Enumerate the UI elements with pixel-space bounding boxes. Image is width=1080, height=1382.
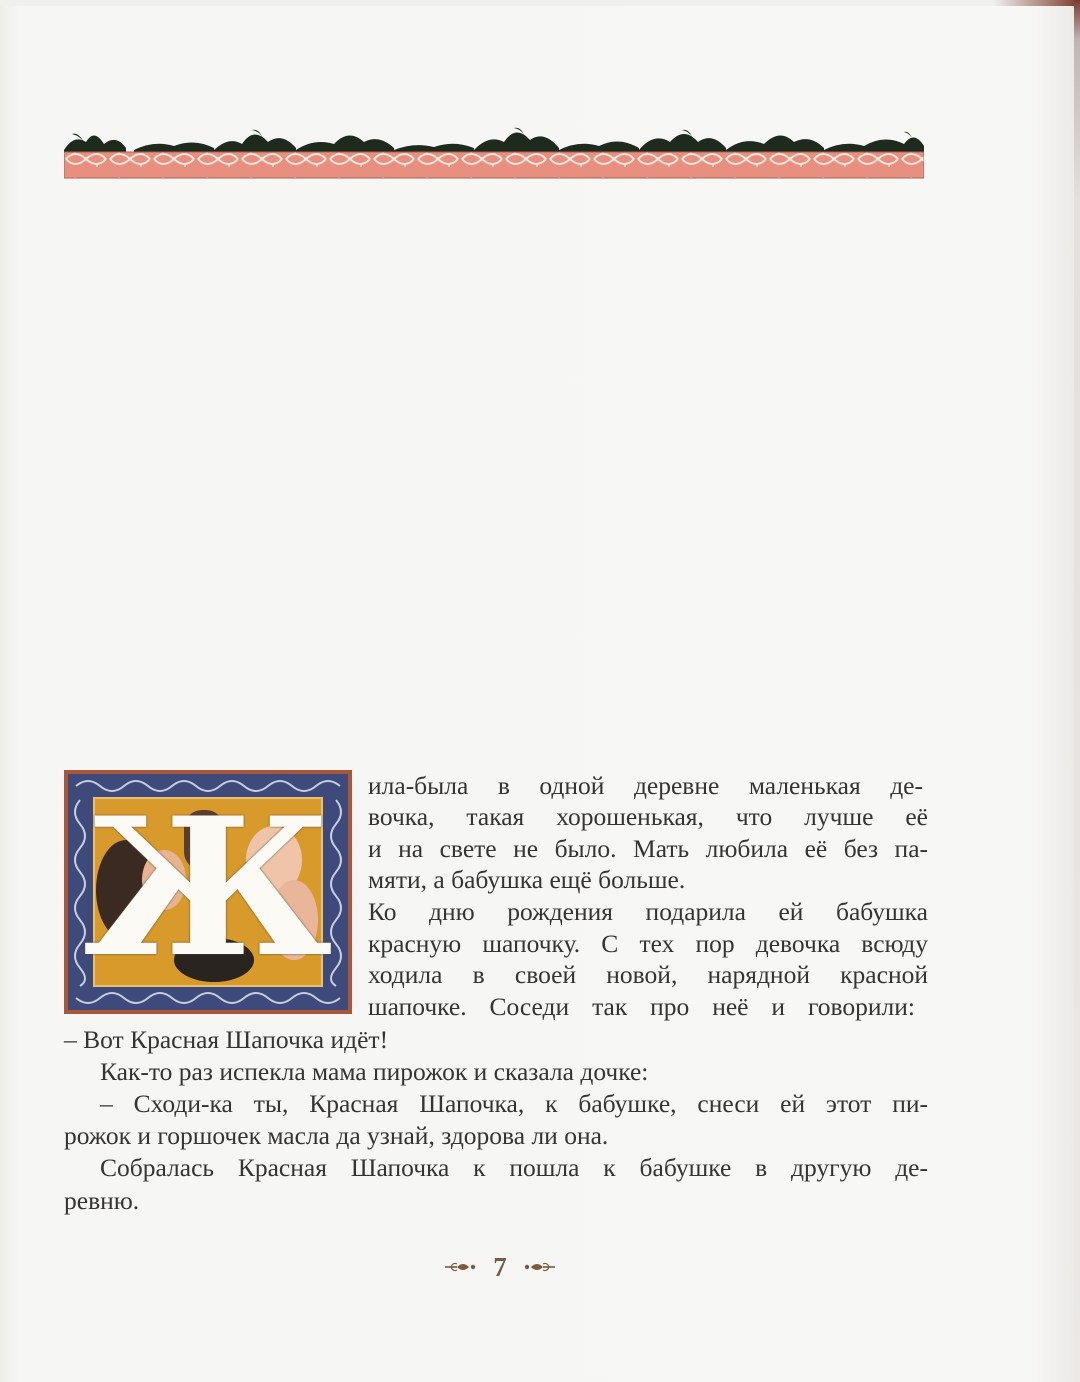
page-number: 7 bbox=[493, 1251, 507, 1282]
ornamental-border bbox=[64, 120, 924, 180]
flourish-left-icon bbox=[443, 1260, 479, 1274]
story-line: Собралась Красная Шапочка к пошла к бабушке в другую де- bbox=[100, 1153, 928, 1182]
page-footer bbox=[430, 1250, 570, 1284]
page-top-edge bbox=[0, 0, 1080, 6]
drop-cap-letter: Ж bbox=[83, 776, 333, 999]
story-line: красную шапочку. С тех пор девочка всюду bbox=[368, 929, 928, 958]
story-line: мяти, а бабушка ещё больше. bbox=[368, 865, 686, 894]
story-line: – Вот Красная Шапочка идёт! bbox=[64, 1025, 389, 1054]
story-line: Ко дню рождения подарила ей бабушка bbox=[368, 897, 928, 926]
story-line: ила-была в одной деревне маленькая де- bbox=[368, 771, 923, 800]
story-line: Как-то раз испекла мама пирожок и сказала дочке: bbox=[100, 1057, 649, 1086]
story-line: вочка, такая хорошенькая, что лучше её bbox=[368, 802, 928, 831]
story-line: шапочке. Соседи так про неё и говорили: bbox=[368, 992, 915, 1021]
story-line: рожок и горшочек масла да узнай, здорова ли она. bbox=[64, 1121, 609, 1150]
foliage-row bbox=[64, 128, 924, 152]
page-right-edge bbox=[1074, 0, 1080, 1382]
story-line: ходила в своей новой, нарядной красной bbox=[368, 960, 928, 989]
story-line: ревню. bbox=[64, 1186, 140, 1215]
flourish-right-icon bbox=[521, 1260, 557, 1274]
drop-cap bbox=[64, 770, 352, 1014]
story-line: и на свете не было. Мать любила её без па- bbox=[368, 834, 928, 863]
story-line: – Сходи-ка ты, Красная Шапочка, к бабушке, снеси ей этот пи- bbox=[100, 1089, 928, 1118]
